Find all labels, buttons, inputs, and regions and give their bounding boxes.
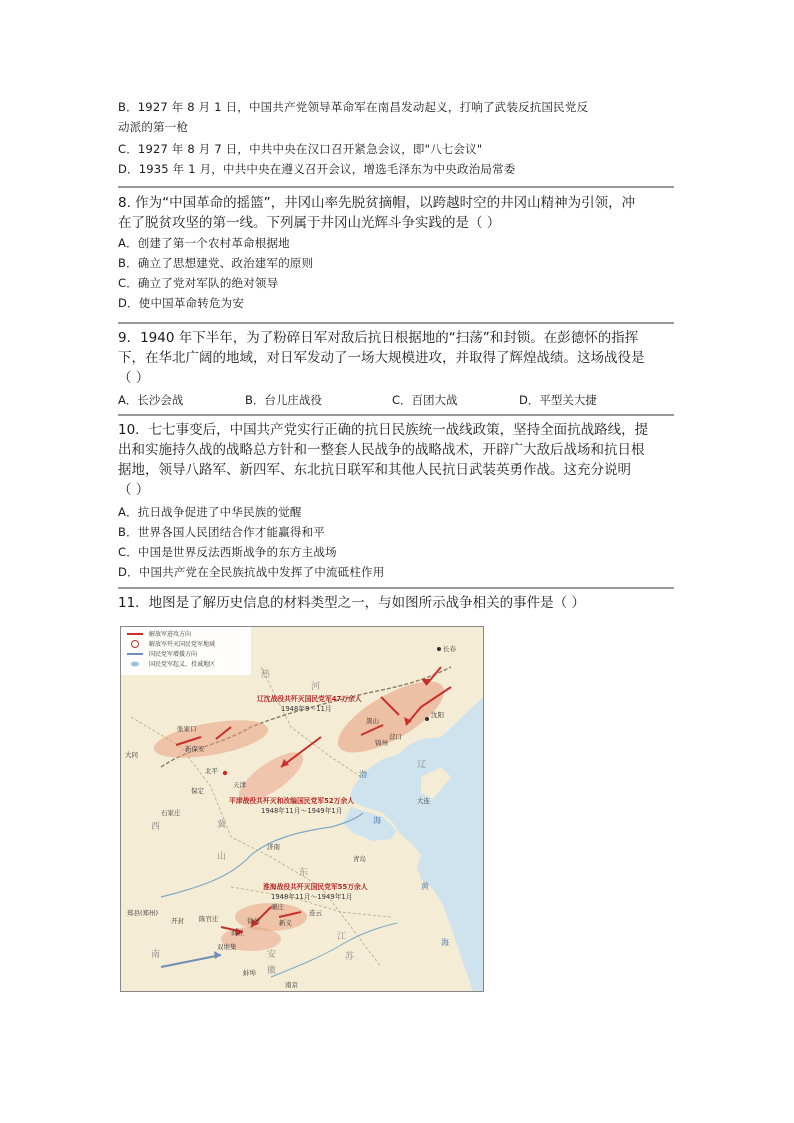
city-zhengxian: 郑县(郑州) xyxy=(127,909,159,917)
question-7-options xyxy=(118,97,678,179)
city-shijiazhuang: 石家庄 xyxy=(161,809,181,817)
legend-item: 国民党军增援方向 xyxy=(149,651,198,658)
question-8 xyxy=(118,193,678,313)
city-xinyi: 新义 xyxy=(279,919,292,927)
city-dalian: 大连 xyxy=(417,797,430,805)
q7-option-c[interactable]: C．1927 年 8 月 7 日，中共中央在汉口召开紧急会议，即"八七会议" xyxy=(118,142,483,156)
q9-option-d[interactable]: D．平型关大捷 xyxy=(519,393,597,407)
province-label: 安 xyxy=(267,950,277,960)
city-tianjin: 天津 xyxy=(233,781,246,789)
pingjin-caption: 平津战役共歼灭和改编国民党军52万余人 xyxy=(229,797,355,805)
q8-stem-line1: 8. 作为“中国革命的摇篮”，井冈山率先脱贫摘帽，以跨越时空的井冈山精神为引领，冲 xyxy=(118,195,636,211)
city-jinan: 济南 xyxy=(267,843,280,851)
city-dot xyxy=(223,771,227,775)
q7-option-d[interactable]: D．1935 年 1 月，中共中央在遵义召开会议，增选毛泽东为中央政治局常委 xyxy=(118,162,516,176)
province-label: 东 xyxy=(299,868,309,878)
city-chenguanzhuang: 陈官庄 xyxy=(199,915,219,923)
pingjin-date: 1948年11月～1949年1月 xyxy=(261,807,343,815)
province-label: 江 xyxy=(337,932,347,942)
q10-stem-line1: 10．七七事变后，中国共产党实行正确的抗日民族统一战线政策，坚持全面抗战路线，提 xyxy=(118,422,649,438)
q9-option-b[interactable]: B．台儿庄战役 xyxy=(245,393,322,407)
city-shangqiu: 商丘 xyxy=(231,929,244,937)
province-label: 辽 xyxy=(417,760,427,770)
q8-option-a[interactable]: A．创建了第一个农村革命根据地 xyxy=(118,236,290,250)
legend-uprising-icon xyxy=(131,662,139,667)
divider xyxy=(118,587,674,589)
sea-label: 海 xyxy=(441,938,449,947)
question-9 xyxy=(118,328,678,410)
map-svg xyxy=(121,627,483,991)
q9-stem-line2: 下，在华北广阔的地域，对日军发动了一场大规模进攻，并取得了辉煌战绩。这场战役是 xyxy=(118,350,645,366)
liaoshen-date: 1948年9～11月 xyxy=(281,705,332,713)
q10-option-c[interactable]: C．中国是世界反法西斯战争的东方主战场 xyxy=(118,545,337,559)
q10-option-b[interactable]: B．世界各国人民团结合作才能赢得和平 xyxy=(118,525,325,539)
q8-stem-line2: 在了脱贫攻坚的第一线。下列属于井冈山光辉斗争实践的是（ ） xyxy=(118,215,501,231)
divider xyxy=(118,186,674,188)
city-dot xyxy=(425,717,429,721)
q10-stem-line2: 出和实施持久战的战略总方针和一整套人民战争的战略战术，开辟广大敌后战场和抗日根 xyxy=(118,442,645,458)
province-label: 徽 xyxy=(267,966,277,976)
q10-option-a[interactable]: A．抗日战争促进了中华民族的觉醒 xyxy=(118,505,302,519)
city-jinzhou: 锦州 xyxy=(375,739,388,747)
legend-item: 国民党军起义、投诚地区 xyxy=(149,661,216,668)
city-datong: 大同 xyxy=(125,751,138,759)
question-10 xyxy=(118,420,678,582)
city-heishan: 黑山 xyxy=(366,717,379,725)
province-label: 山 xyxy=(217,852,227,862)
three-campaigns-map xyxy=(120,626,484,992)
province-label: 冀 xyxy=(217,820,227,830)
q8-option-b[interactable]: B．确立了思想建党、政治建军的原则 xyxy=(118,256,314,270)
city-shenyang: 沈阳 xyxy=(431,711,444,719)
city-baoding: 保定 xyxy=(191,787,204,795)
city-lianyun: 连云 xyxy=(309,909,322,917)
q7-option-b-line2: 动派的第一枪 xyxy=(118,120,189,134)
question-11 xyxy=(118,593,678,613)
huaihai-caption: 淮海战役共歼灭国民党军55万余人 xyxy=(263,883,368,891)
legend-item: 解放军进攻方向 xyxy=(149,631,192,638)
province-label: 苏 xyxy=(345,952,355,962)
q8-option-c[interactable]: C．确立了党对军队的绝对领导 xyxy=(118,276,279,290)
q11-stem: 11．地图是了解历史信息的材料类型之一，与如图所示战争相关的事件是（ ） xyxy=(118,595,585,611)
q7-option-b-line1[interactable]: B．1927 年 8 月 1 日，中国共产党领导革命军在南昌发动起义，打响了武装反抗国民党反 xyxy=(118,100,589,114)
city-nanjing: 南京 xyxy=(285,981,298,989)
huaihai-date: 1948年11月～1949年1月 xyxy=(271,893,353,901)
province-label: 热 xyxy=(261,670,271,680)
q9-option-c[interactable]: C．百团大战 xyxy=(392,393,458,407)
q8-option-d[interactable]: D．使中国革命转危为安 xyxy=(118,296,245,310)
city-beiping: 北平 xyxy=(205,767,218,775)
city-xinbaoan: 新保安 xyxy=(185,745,205,753)
sea-label: 渤 xyxy=(359,770,367,779)
legend-item: 解放军歼灭国民党军地域 xyxy=(149,641,216,648)
divider xyxy=(118,322,674,324)
sea-label: 海 xyxy=(373,816,381,825)
province-label: 西 xyxy=(151,822,161,832)
city-changchun: 长春 xyxy=(443,645,456,653)
city-yingkou: 营口 xyxy=(389,733,402,741)
pingjin-zone xyxy=(151,713,271,765)
city-qingdao: 青岛 xyxy=(353,855,366,863)
q9-stem-line1: 9．1940 年下半年，为了粉碎日军对敌后抗日根据地的“扫荡”和封锁。在彭德怀的指挥 xyxy=(118,330,639,346)
liaoshen-caption: 辽沈战役共歼灭国民党军47万余人 xyxy=(257,695,362,703)
sea-label: 黄 xyxy=(421,882,429,891)
city-kaifeng: 开封 xyxy=(171,917,184,925)
q10-stem-line4: （ ） xyxy=(118,482,150,498)
city-dot xyxy=(437,647,441,651)
city-zhangjiakou: 张家口 xyxy=(177,725,197,733)
kmt-reinforce-arrow xyxy=(161,955,221,967)
q9-stem-line3: （ ） xyxy=(118,370,150,386)
huai-river xyxy=(271,923,397,977)
city-xuzhou: 徐州 xyxy=(247,917,260,925)
city-bengbu: 蚌埠 xyxy=(243,969,256,977)
province-label: 南 xyxy=(151,950,161,960)
kmt-reinforce-head xyxy=(214,951,221,959)
q9-options-row xyxy=(118,390,678,410)
q10-option-d[interactable]: D．中国共产党在全民族抗战中发挥了中流砥柱作用 xyxy=(118,565,385,579)
q9-option-a[interactable]: A．长沙会战 xyxy=(118,393,184,407)
q10-stem-line3: 据地，领导八路军、新四军、东北抗日联军和其他人民抗日武装英勇作战。这充分说明 xyxy=(118,462,631,478)
province-label: 河 xyxy=(311,682,321,692)
city-shuangduiji: 双堆集 xyxy=(217,943,237,951)
city-nianzhuang: 碾庄 xyxy=(271,903,284,911)
divider xyxy=(118,414,674,416)
